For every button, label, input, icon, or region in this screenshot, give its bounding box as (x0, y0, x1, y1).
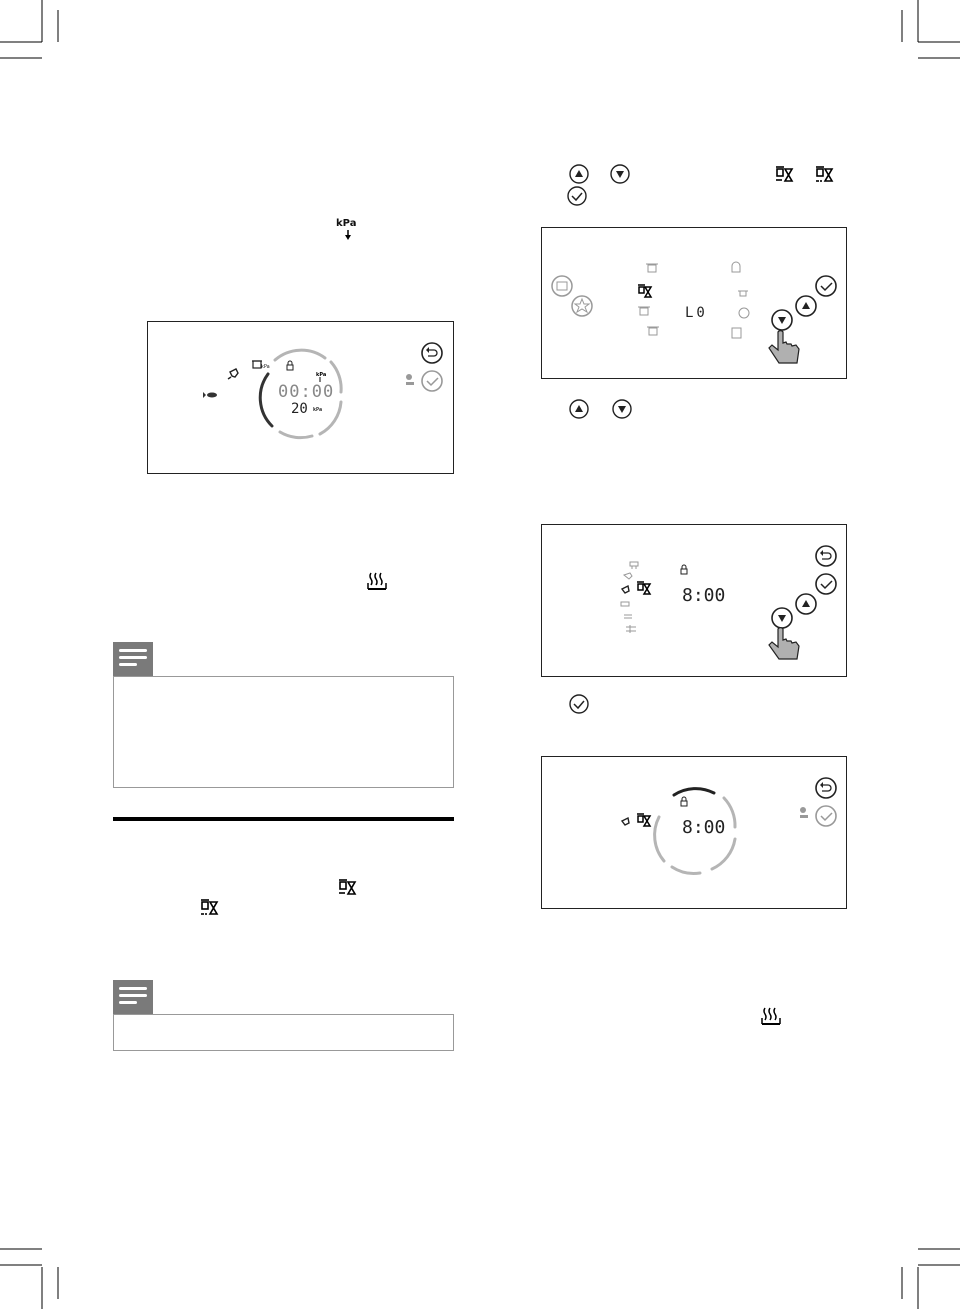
note-box (113, 1014, 454, 1051)
favorite-star-icon[interactable] (572, 296, 592, 316)
cooking-pot-icon (252, 361, 270, 370)
delay-timer-icon-alt (816, 167, 832, 181)
delay-timer-icon (637, 814, 650, 826)
arrow-down-button-icon[interactable] (772, 310, 792, 330)
display-panel-timer-running (541, 756, 847, 909)
arrow-down-button-icon[interactable] (772, 608, 792, 628)
arrow-up-button-icon[interactable] (796, 594, 816, 614)
lock-icon (681, 565, 687, 574)
section-rule (113, 817, 454, 821)
time-display: 8:00 (682, 817, 726, 838)
hand-pointer-icon (769, 331, 799, 363)
lock-icon (681, 797, 687, 806)
confirm-check-icon[interactable] (816, 276, 836, 296)
time-display: 00:00 (278, 382, 335, 402)
kpa-label: kPa (336, 218, 357, 229)
arrow-up-button-icon (570, 400, 588, 418)
pressure-up-icon (316, 372, 326, 382)
back-icon[interactable] (816, 778, 836, 798)
svg-text:kPa: kPa (261, 364, 270, 370)
back-icon[interactable] (816, 546, 836, 566)
auto-indicator-icon (800, 807, 808, 818)
program-icons-gray (638, 262, 749, 338)
display-panel-timer-set (541, 524, 847, 677)
chicken-icon (622, 586, 629, 593)
delay-timer-icon (637, 582, 650, 594)
arrow-up-button-icon (570, 165, 588, 183)
confirm-check-icon[interactable] (816, 806, 836, 826)
delay-timer-icon (638, 285, 651, 297)
confirm-check-icon (568, 187, 586, 205)
keep-warm-icon (366, 570, 388, 592)
display-panel-level (541, 227, 847, 379)
lock-icon (287, 361, 293, 370)
arrow-down-button-icon (611, 165, 629, 183)
svg-text:kPa: kPa (316, 372, 327, 378)
arrow-buttons-inline (560, 397, 640, 421)
back-icon[interactable] (422, 343, 442, 363)
time-display: 8:00 (682, 585, 726, 606)
keep-warm-icon (760, 1005, 782, 1027)
confirm-check-icon[interactable] (816, 574, 836, 594)
fish-icon (203, 392, 217, 398)
note-icon (113, 980, 153, 1014)
delay-timer-icon (336, 876, 358, 898)
level-display: L0 (685, 305, 708, 321)
display-panel-pressure (147, 321, 454, 474)
program-icons-gray (621, 562, 638, 633)
arrow-down-button-icon (613, 400, 631, 418)
chicken-icon (228, 369, 238, 379)
step-icons-row (560, 160, 860, 210)
note-icon (113, 642, 153, 676)
auto-indicator-icon (406, 374, 414, 385)
chicken-icon (622, 818, 629, 825)
delay-timer-icon (776, 167, 792, 181)
hand-pointer-icon (769, 628, 799, 659)
confirm-check-icon (560, 692, 590, 716)
pressure-display: 20 (291, 401, 308, 417)
pressure-kpa-icon (336, 218, 362, 242)
recipe-icon (552, 276, 572, 296)
arrow-up-button-icon[interactable] (796, 296, 816, 316)
note-box (113, 676, 454, 788)
pressure-unit: kPa (313, 407, 323, 413)
delay-timer-icon-alt (198, 896, 220, 918)
confirm-check-icon[interactable] (422, 371, 442, 391)
